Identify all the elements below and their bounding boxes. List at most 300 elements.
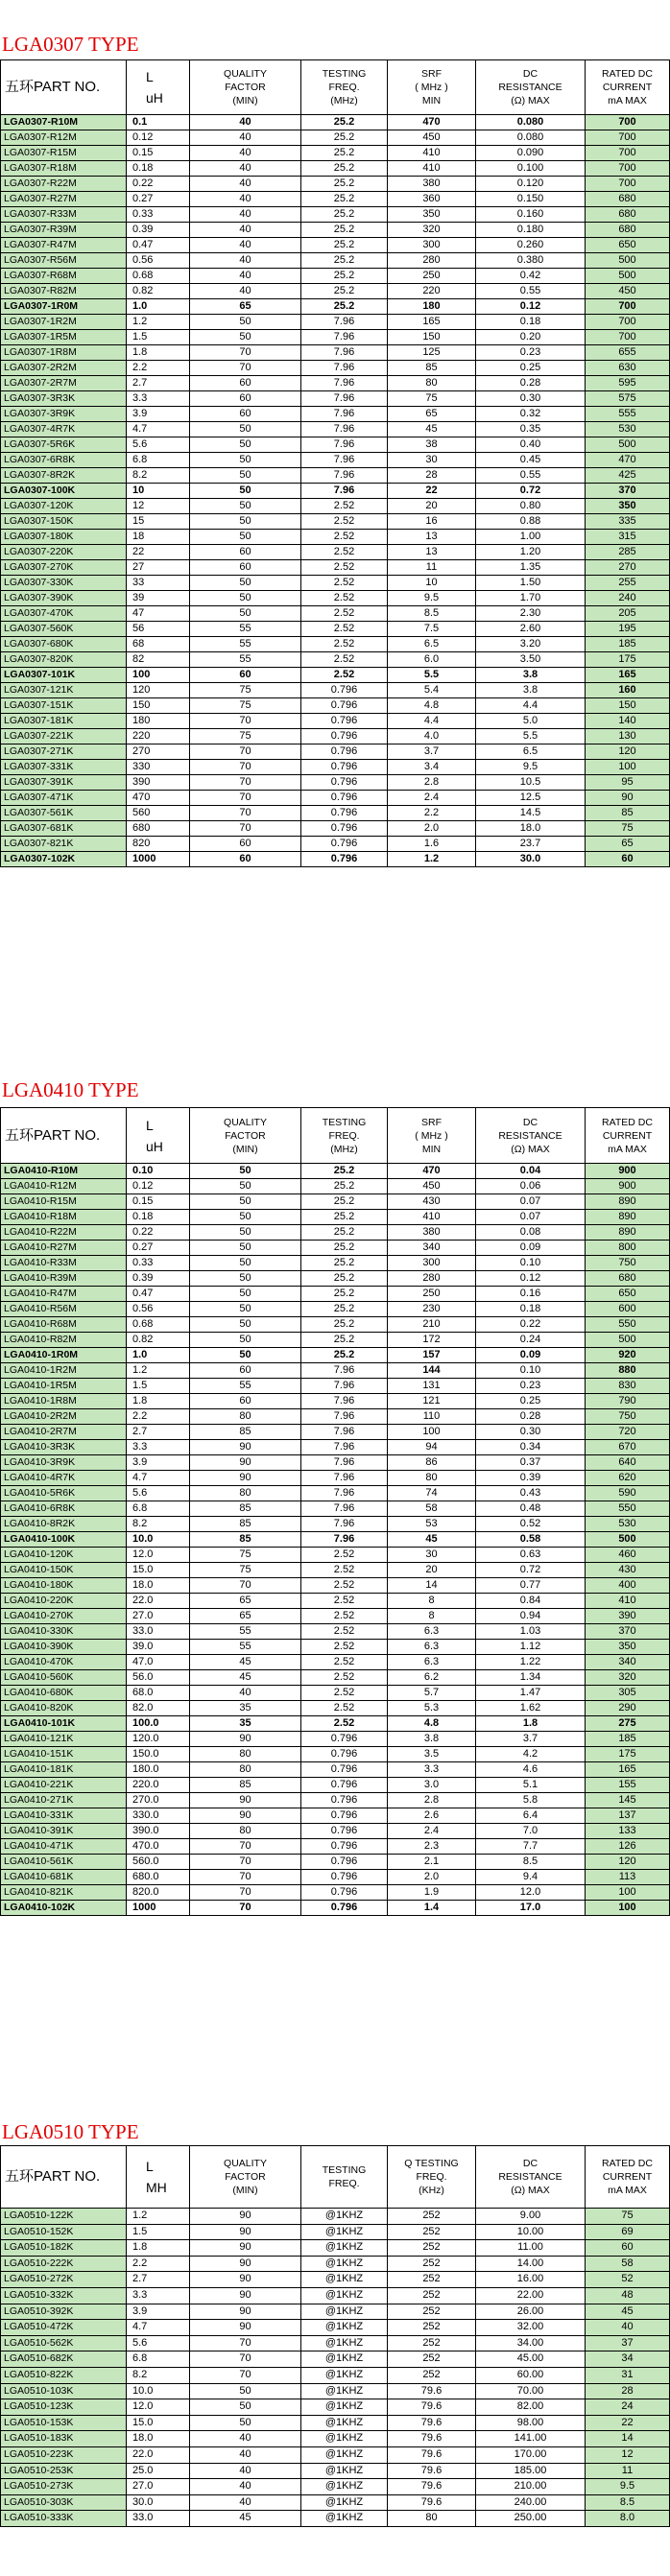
part-no-cell: LGA0307-R15M (1, 146, 127, 161)
srf-cell: 252 (388, 2335, 476, 2351)
quality-factor-cell: 70 (190, 345, 301, 361)
dc-resistance-cell: 1.47 (476, 1686, 586, 1701)
table-row (1, 1486, 670, 1501)
quality-factor-cell: 40 (190, 223, 301, 238)
testing-freq-cell: 2.52 (301, 1686, 388, 1701)
header-rated-current: RATED DC CURRENT mA MAX (586, 1108, 670, 1164)
rated-current-cell: 410 (586, 1594, 670, 1609)
rated-current-cell: 700 (586, 177, 670, 192)
table-row (1, 837, 670, 852)
rated-current-cell: 700 (586, 130, 670, 146)
inductance-cell: 270.0 (127, 1793, 190, 1808)
dc-resistance-cell: 0.43 (476, 1486, 586, 1501)
rated-current-cell: 700 (586, 299, 670, 315)
rated-current-cell: 680 (586, 207, 670, 223)
srf-cell: 350 (388, 207, 476, 223)
srf-cell: 75 (388, 391, 476, 407)
testing-freq-cell: 7.96 (301, 1517, 388, 1532)
dc-resistance-cell: 1.8 (476, 1716, 586, 1732)
inductance-cell: 0.82 (127, 1333, 190, 1348)
inductance-cell: 2.2 (127, 361, 190, 376)
dc-resistance-cell: 0.28 (476, 1409, 586, 1425)
testing-freq-cell: @1KHZ (301, 2367, 388, 2383)
inductance-cell: 2.7 (127, 1425, 190, 1440)
table-row (1, 1762, 670, 1778)
rated-current-cell: 85 (586, 806, 670, 821)
srf-cell: 79.6 (388, 2415, 476, 2431)
testing-freq-cell: 25.2 (301, 130, 388, 146)
srf-cell: 13 (388, 530, 476, 545)
testing-freq-cell: 7.96 (301, 1409, 388, 1425)
header-dc-resistance: DC RESISTANCE (Ω) MAX (476, 1108, 586, 1164)
header-quality-factor: QUALITY FACTOR (MIN) (190, 1108, 301, 1164)
dc-resistance-cell: 3.20 (476, 637, 586, 652)
testing-freq-cell: 0.796 (301, 1885, 388, 1901)
part-no-cell: LGA0307-180K (1, 530, 127, 545)
testing-freq-cell: 7.96 (301, 376, 388, 391)
inductance-cell: 1000 (127, 852, 190, 867)
testing-freq-cell: 25.2 (301, 269, 388, 284)
testing-freq-cell: 2.52 (301, 1609, 388, 1624)
testing-freq-cell: 2.52 (301, 1701, 388, 1716)
dc-resistance-cell: 1.34 (476, 1670, 586, 1686)
inductance-cell: 4.7 (127, 422, 190, 437)
dc-resistance-cell: 0.58 (476, 1532, 586, 1548)
quality-factor-cell: 90 (190, 2240, 301, 2257)
inductance-cell: 18.0 (127, 1578, 190, 1594)
part-no-cell: LGA0307-6R8K (1, 453, 127, 468)
inductance-cell: 15.0 (127, 1563, 190, 1578)
header-rated-current: RATED DC CURRENT mA MAX (586, 60, 670, 115)
inductance-cell: 100.0 (127, 1716, 190, 1732)
testing-freq-cell: @1KHZ (301, 2415, 388, 2431)
table-row (1, 1655, 670, 1670)
table-row (1, 484, 670, 499)
header-dc-resistance: DC RESISTANCE (Ω) MAX (476, 2146, 586, 2209)
rated-current-cell: 600 (586, 1302, 670, 1317)
testing-freq-cell: 0.796 (301, 1839, 388, 1855)
srf-cell: 300 (388, 238, 476, 253)
inductance-cell: 3.9 (127, 407, 190, 422)
dc-resistance-cell: 0.07 (476, 1194, 586, 1210)
dc-resistance-cell: 1.20 (476, 545, 586, 560)
quality-factor-cell: 80 (190, 1762, 301, 1778)
inductance-cell: 1.0 (127, 299, 190, 315)
quality-factor-cell: 50 (190, 1302, 301, 1317)
srf-cell: 280 (388, 1271, 476, 1287)
part-no-cell: LGA0410-151K (1, 1747, 127, 1762)
srf-cell: 450 (388, 1179, 476, 1194)
testing-freq-cell: 25.2 (301, 223, 388, 238)
table-row (1, 637, 670, 652)
dc-resistance-cell: 0.10 (476, 1256, 586, 1271)
rated-current-cell: 37 (586, 2335, 670, 2351)
quality-factor-cell: 75 (190, 1548, 301, 1563)
quality-factor-cell: 60 (190, 837, 301, 852)
rated-current-cell: 890 (586, 1210, 670, 1225)
part-no-cell: LGA0510-392K (1, 2304, 127, 2320)
testing-freq-cell: 25.2 (301, 1241, 388, 1256)
rated-current-cell: 140 (586, 714, 670, 729)
quality-factor-cell: 40 (190, 2479, 301, 2495)
part-no-cell: LGA0410-391K (1, 1824, 127, 1839)
testing-freq-cell: 25.2 (301, 1271, 388, 1287)
rated-current-cell: 113 (586, 1870, 670, 1885)
inductance-cell: 0.1 (127, 115, 190, 130)
rated-current-cell: 830 (586, 1379, 670, 1394)
testing-freq-cell: @1KHZ (301, 2304, 388, 2320)
inductance-cell: 1.5 (127, 330, 190, 345)
dc-resistance-cell: 0.180 (476, 223, 586, 238)
part-no-cell: LGA0307-4R7K (1, 422, 127, 437)
rated-current-cell: 880 (586, 1363, 670, 1379)
srf-cell: 79.6 (388, 2431, 476, 2447)
srf-cell: 80 (388, 2511, 476, 2527)
part-no-cell: LGA0307-2R7M (1, 376, 127, 391)
part-no-cell: LGA0307-2R2M (1, 361, 127, 376)
table-row (1, 775, 670, 791)
table-row (1, 683, 670, 698)
quality-factor-cell: 50 (190, 1287, 301, 1302)
quality-factor-cell: 75 (190, 729, 301, 744)
quality-factor-cell: 90 (190, 1455, 301, 1471)
dc-resistance-cell: 141.00 (476, 2431, 586, 2447)
dc-resistance-cell: 0.150 (476, 192, 586, 207)
srf-cell: 450 (388, 130, 476, 146)
rated-current-cell: 340 (586, 1655, 670, 1670)
part-no-cell: LGA0307-102K (1, 852, 127, 867)
part-no-cell: LGA0307-221K (1, 729, 127, 744)
quality-factor-cell: 70 (190, 2367, 301, 2383)
table-header (1, 1108, 670, 1164)
section-title: LGA0510 TYPE (2, 2120, 139, 2143)
inductance-cell: 680.0 (127, 1870, 190, 1885)
rated-current-cell: 650 (586, 1287, 670, 1302)
testing-freq-cell: @1KHZ (301, 2446, 388, 2463)
rated-current-cell: 530 (586, 1517, 670, 1532)
inductance-cell: 1000 (127, 1901, 190, 1916)
srf-cell: 252 (388, 2256, 476, 2272)
rated-current-cell: 575 (586, 391, 670, 407)
srf-cell: 14 (388, 1578, 476, 1594)
table-row (1, 1563, 670, 1578)
inductance-cell: 8.2 (127, 468, 190, 484)
part-no-cell: LGA0307-330K (1, 576, 127, 591)
quality-factor-cell: 60 (190, 1394, 301, 1409)
quality-factor-cell: 40 (190, 146, 301, 161)
srf-cell: 6.0 (388, 652, 476, 668)
header-inductance: L uH (127, 60, 190, 115)
part-no-cell: LGA0410-2R2M (1, 1409, 127, 1425)
part-no-cell: LGA0307-151K (1, 698, 127, 714)
header-srf: SRF ( MHz ) MIN (388, 60, 476, 115)
quality-factor-cell: 50 (190, 422, 301, 437)
dc-resistance-cell: 0.09 (476, 1241, 586, 1256)
srf-cell: 4.4 (388, 714, 476, 729)
testing-freq-cell: 7.96 (301, 1455, 388, 1471)
part-no-cell: LGA0307-R56M (1, 253, 127, 269)
dc-resistance-cell: 1.03 (476, 1624, 586, 1640)
rated-current-cell: 75 (586, 821, 670, 837)
dc-resistance-cell: 22.00 (476, 2287, 586, 2304)
header-testing-freq: TESTING FREQ. (MHz) (301, 60, 388, 115)
srf-cell: 85 (388, 361, 476, 376)
table-row (1, 299, 670, 315)
inductance-cell: 2.7 (127, 376, 190, 391)
table-row (1, 591, 670, 606)
table-row (1, 729, 670, 744)
table-row (1, 622, 670, 637)
testing-freq-cell: 2.52 (301, 576, 388, 591)
srf-cell: 3.8 (388, 1732, 476, 1747)
rated-current-cell: 34 (586, 2351, 670, 2368)
testing-freq-cell: 25.2 (301, 1287, 388, 1302)
quality-factor-cell: 80 (190, 1824, 301, 1839)
testing-freq-cell: 0.796 (301, 791, 388, 806)
quality-factor-cell: 55 (190, 1640, 301, 1655)
table-row (1, 1548, 670, 1563)
table-row (1, 1287, 670, 1302)
srf-cell: 252 (388, 2367, 476, 2383)
rated-current-cell: 460 (586, 1548, 670, 1563)
srf-cell: 28 (388, 468, 476, 484)
inductance-cell: 56 (127, 622, 190, 637)
testing-freq-cell: 25.2 (301, 253, 388, 269)
inductance-cell: 68 (127, 637, 190, 652)
inductance-cell: 8.2 (127, 2367, 190, 2383)
part-no-cell: LGA0307-561K (1, 806, 127, 821)
dc-resistance-cell: 0.48 (476, 1501, 586, 1517)
testing-freq-cell: 0.796 (301, 1870, 388, 1885)
table-row (1, 1363, 670, 1379)
rated-current-cell: 137 (586, 1808, 670, 1824)
inductance-cell: 5.6 (127, 2335, 190, 2351)
inductance-cell: 3.3 (127, 391, 190, 407)
table-row (1, 714, 670, 729)
part-no-cell: LGA0410-560K (1, 1670, 127, 1686)
rated-current-cell: 24 (586, 2399, 670, 2416)
rated-current-cell: 175 (586, 1747, 670, 1762)
part-no-cell: LGA0510-303K (1, 2494, 127, 2511)
rated-current-cell: 175 (586, 652, 670, 668)
rated-current-cell: 590 (586, 1486, 670, 1501)
dc-resistance-cell: 0.12 (476, 1271, 586, 1287)
srf-cell: 165 (388, 315, 476, 330)
quality-factor-cell: 80 (190, 1409, 301, 1425)
rated-current-cell: 390 (586, 1609, 670, 1624)
inductance-cell: 3.9 (127, 1455, 190, 1471)
testing-freq-cell: 7.96 (301, 330, 388, 345)
testing-freq-cell: 25.2 (301, 177, 388, 192)
part-no-cell: LGA0410-R27M (1, 1241, 127, 1256)
dc-resistance-cell: 3.50 (476, 652, 586, 668)
testing-freq-cell: @1KHZ (301, 2383, 388, 2399)
inductance-cell: 0.10 (127, 1164, 190, 1179)
quality-factor-cell: 70 (190, 1578, 301, 1594)
quality-factor-cell: 70 (190, 744, 301, 760)
quality-factor-cell: 50 (190, 606, 301, 622)
quality-factor-cell: 75 (190, 1563, 301, 1578)
rated-current-cell: 500 (586, 1532, 670, 1548)
rated-current-cell: 185 (586, 637, 670, 652)
rated-current-cell: 69 (586, 2224, 670, 2240)
quality-factor-cell: 40 (190, 253, 301, 269)
part-no-cell: LGA0410-5R6K (1, 1486, 127, 1501)
table-row (1, 1241, 670, 1256)
testing-freq-cell: 7.96 (301, 1394, 388, 1409)
quality-factor-cell: 50 (190, 468, 301, 484)
rated-current-cell: 450 (586, 284, 670, 299)
srf-cell: 131 (388, 1379, 476, 1394)
rated-current-cell: 290 (586, 1701, 670, 1716)
rated-current-cell: 100 (586, 1901, 670, 1916)
rated-current-cell: 60 (586, 852, 670, 867)
inductance-cell: 12.0 (127, 1548, 190, 1563)
dc-resistance-cell: 0.35 (476, 422, 586, 437)
quality-factor-cell: 50 (190, 1164, 301, 1179)
table-row (1, 1578, 670, 1594)
part-no-cell: LGA0410-8R2K (1, 1517, 127, 1532)
testing-freq-cell: 7.96 (301, 345, 388, 361)
inductance-cell: 27 (127, 560, 190, 576)
testing-freq-cell: @1KHZ (301, 2209, 388, 2225)
inductance-cell: 6.8 (127, 453, 190, 468)
rated-current-cell: 28 (586, 2383, 670, 2399)
inductance-cell: 5.6 (127, 1486, 190, 1501)
spec-table (0, 1107, 670, 1916)
part-no-cell: LGA0307-181K (1, 714, 127, 729)
quality-factor-cell: 50 (190, 1256, 301, 1271)
inductance-cell: 0.39 (127, 1271, 190, 1287)
inductance-cell: 0.68 (127, 269, 190, 284)
dc-resistance-cell: 0.10 (476, 1363, 586, 1379)
inductance-cell: 33 (127, 576, 190, 591)
inductance-cell: 18 (127, 530, 190, 545)
srf-cell: 252 (388, 2320, 476, 2336)
rated-current-cell: 52 (586, 2272, 670, 2288)
rated-current-cell: 700 (586, 315, 670, 330)
dc-resistance-cell: 240.00 (476, 2494, 586, 2511)
quality-factor-cell: 40 (190, 2494, 301, 2511)
quality-factor-cell: 50 (190, 591, 301, 606)
table-row (1, 576, 670, 591)
part-no-cell: LGA0410-120K (1, 1548, 127, 1563)
table-row (1, 1348, 670, 1363)
testing-freq-cell: 0.796 (301, 1855, 388, 1870)
inductance-cell: 270 (127, 744, 190, 760)
dc-resistance-cell: 34.00 (476, 2335, 586, 2351)
dc-resistance-cell: 0.120 (476, 177, 586, 192)
inductance-cell: 0.15 (127, 1194, 190, 1210)
table-row (1, 760, 670, 775)
quality-factor-cell: 50 (190, 330, 301, 345)
inductance-cell: 18.0 (127, 2431, 190, 2447)
dc-resistance-cell: 0.94 (476, 1609, 586, 1624)
table-row (1, 330, 670, 345)
rated-current-cell: 720 (586, 1425, 670, 1440)
inductance-cell: 27.0 (127, 2479, 190, 2495)
quality-factor-cell: 50 (190, 514, 301, 530)
testing-freq-cell: 0.796 (301, 729, 388, 744)
inductance-cell: 0.27 (127, 192, 190, 207)
rated-current-cell: 530 (586, 422, 670, 437)
testing-freq-cell: 7.96 (301, 422, 388, 437)
table-row (1, 253, 670, 269)
table-row (1, 1394, 670, 1409)
table-row (1, 1855, 670, 1870)
srf-cell: 86 (388, 1455, 476, 1471)
table-row (1, 1302, 670, 1317)
rated-current-cell: 680 (586, 192, 670, 207)
quality-factor-cell: 40 (190, 2463, 301, 2479)
srf-cell: 470 (388, 1164, 476, 1179)
inductance-cell: 0.82 (127, 284, 190, 299)
table-row (1, 1440, 670, 1455)
dc-resistance-cell: 0.08 (476, 1225, 586, 1241)
srf-cell: 380 (388, 1225, 476, 1241)
inductance-cell: 680 (127, 821, 190, 837)
part-no-cell: LGA0307-391K (1, 775, 127, 791)
table-row (1, 1409, 670, 1425)
table-row (1, 2494, 670, 2511)
inductance-cell: 0.56 (127, 253, 190, 269)
rated-current-cell: 595 (586, 376, 670, 391)
inductance-cell: 560.0 (127, 1855, 190, 1870)
inductance-cell: 33.0 (127, 2511, 190, 2527)
table-row (1, 1808, 670, 1824)
table-row (1, 1455, 670, 1471)
table-row (1, 1333, 670, 1348)
dc-resistance-cell: 0.080 (476, 130, 586, 146)
inductance-cell: 10 (127, 484, 190, 499)
testing-freq-cell: 2.52 (301, 622, 388, 637)
dc-resistance-cell: 9.4 (476, 1870, 586, 1885)
table-row (1, 791, 670, 806)
quality-factor-cell: 55 (190, 1379, 301, 1394)
testing-freq-cell: 7.96 (301, 1363, 388, 1379)
rated-current-cell: 9.5 (586, 2479, 670, 2495)
table-row (1, 1271, 670, 1287)
inductance-cell: 2.2 (127, 1409, 190, 1425)
part-no-cell: LGA0307-R68M (1, 269, 127, 284)
testing-freq-cell: 2.52 (301, 499, 388, 514)
rated-current-cell: 120 (586, 744, 670, 760)
srf-cell: 1.9 (388, 1885, 476, 1901)
testing-freq-cell: @1KHZ (301, 2335, 388, 2351)
inductance-cell: 1.2 (127, 2209, 190, 2225)
inductance-cell: 3.3 (127, 1440, 190, 1455)
rated-current-cell: 100 (586, 760, 670, 775)
rated-current-cell: 550 (586, 1317, 670, 1333)
dc-resistance-cell: 0.55 (476, 284, 586, 299)
srf-cell: 94 (388, 1440, 476, 1455)
dc-resistance-cell: 0.22 (476, 1317, 586, 1333)
inductance-cell: 15.0 (127, 2415, 190, 2431)
part-no-cell: LGA0410-R10M (1, 1164, 127, 1179)
srf-cell: 2.2 (388, 806, 476, 821)
inductance-cell: 10.0 (127, 1532, 190, 1548)
srf-cell: 410 (388, 1210, 476, 1225)
part-no-cell: LGA0410-1R8M (1, 1394, 127, 1409)
table-row (1, 391, 670, 407)
quality-factor-cell: 50 (190, 499, 301, 514)
table-row (1, 852, 670, 867)
quality-factor-cell: 80 (190, 1747, 301, 1762)
header-part-no: 五环PART NO. (1, 1108, 127, 1164)
dc-resistance-cell: 0.32 (476, 407, 586, 422)
testing-freq-cell: 0.796 (301, 837, 388, 852)
testing-freq-cell: 25.2 (301, 1333, 388, 1348)
